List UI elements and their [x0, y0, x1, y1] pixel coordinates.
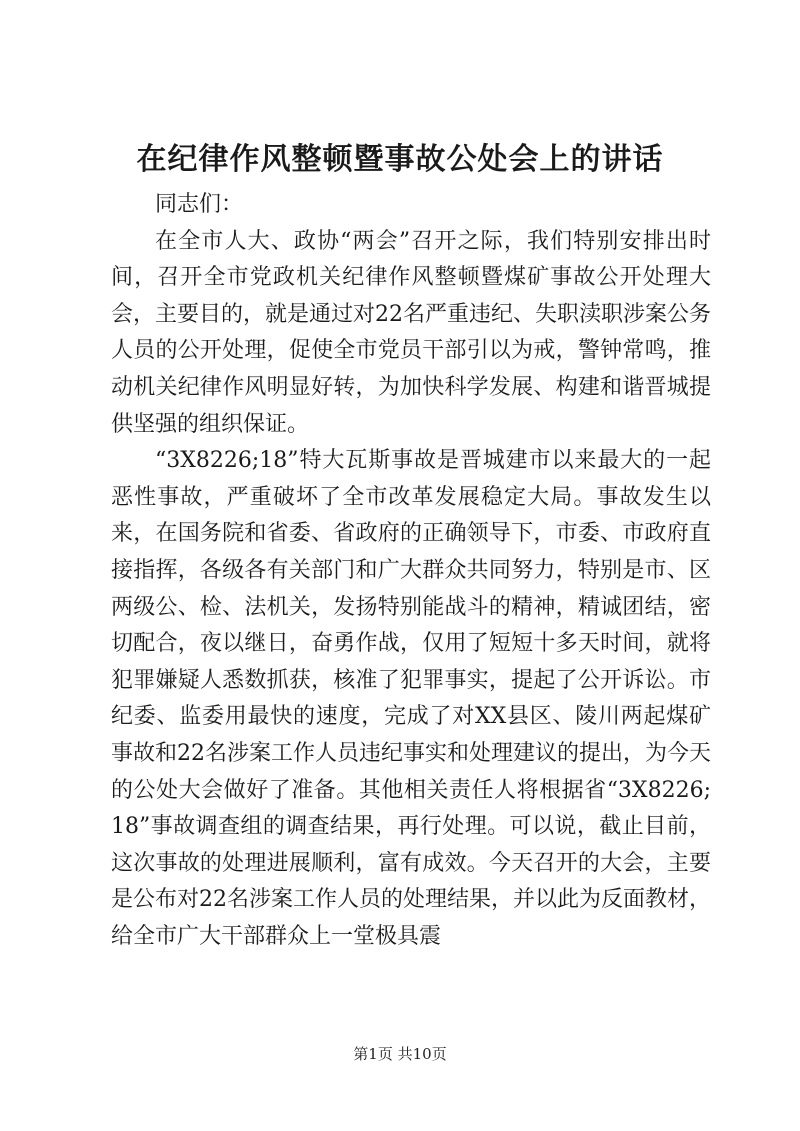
document-body — [111, 187, 711, 955]
paragraph-1: 在全市人大、政协“两会”召开之际，我们特别安排出时间，召开全市党政机关纪律作风整顿暨煤矿事故公开处理大会，主要目的，就是通过对22名严重违纪、失职渎职涉案公务人员的公开处理，促使全市党员干部引以为戒，警钟常鸣，推动机关纪律作风明显好转，为加快科学发展、构建和谐晋城提供坚强的组织保证。 — [111, 228, 711, 437]
document-title: 在纪律作风整顿暨事故公处会上的讲话 — [136, 142, 664, 177]
salutation: 同志们： — [155, 192, 244, 217]
paragraph-2: “3X8226;18”特大瓦斯事故是晋城建市以来最大的一起恶性事故，严重破坏了全市改革发展稳定大局。事故发生以来，在国务院和省委、省政府的正确领导下，市委、市政府直接指挥，各级各有关部门和广大群众共同努力，特别是市、区两级公、检、法机关，发扬特别能战斗的精神，精诚团结，密切配合，夜以继日，奋勇作战，仅用了短短十多天时间，就将犯罪嫌疑人悉数抓获，核准了犯罪事实，提起了公开诉讼。市纪委、监委用最快的速度，完成了对XX县区、陵川两起煤矿事故和22名涉案工作人员违纪事实和处理建议的提出，为今天的公处大会做好了准备。其他相关责任人将根据省“3X8226;18”事故调查组的调查结果，再行处理。可以说，截止目前，这次事故的处理进展顺利，富有成效。今天召开的大会，主要是公布对22名涉案工作人员的处理结果，并以此为反面教材，给全市广大干部群众上一堂极具震 — [111, 448, 711, 949]
page-number-footer: 第1页 共10页 — [353, 1045, 447, 1063]
